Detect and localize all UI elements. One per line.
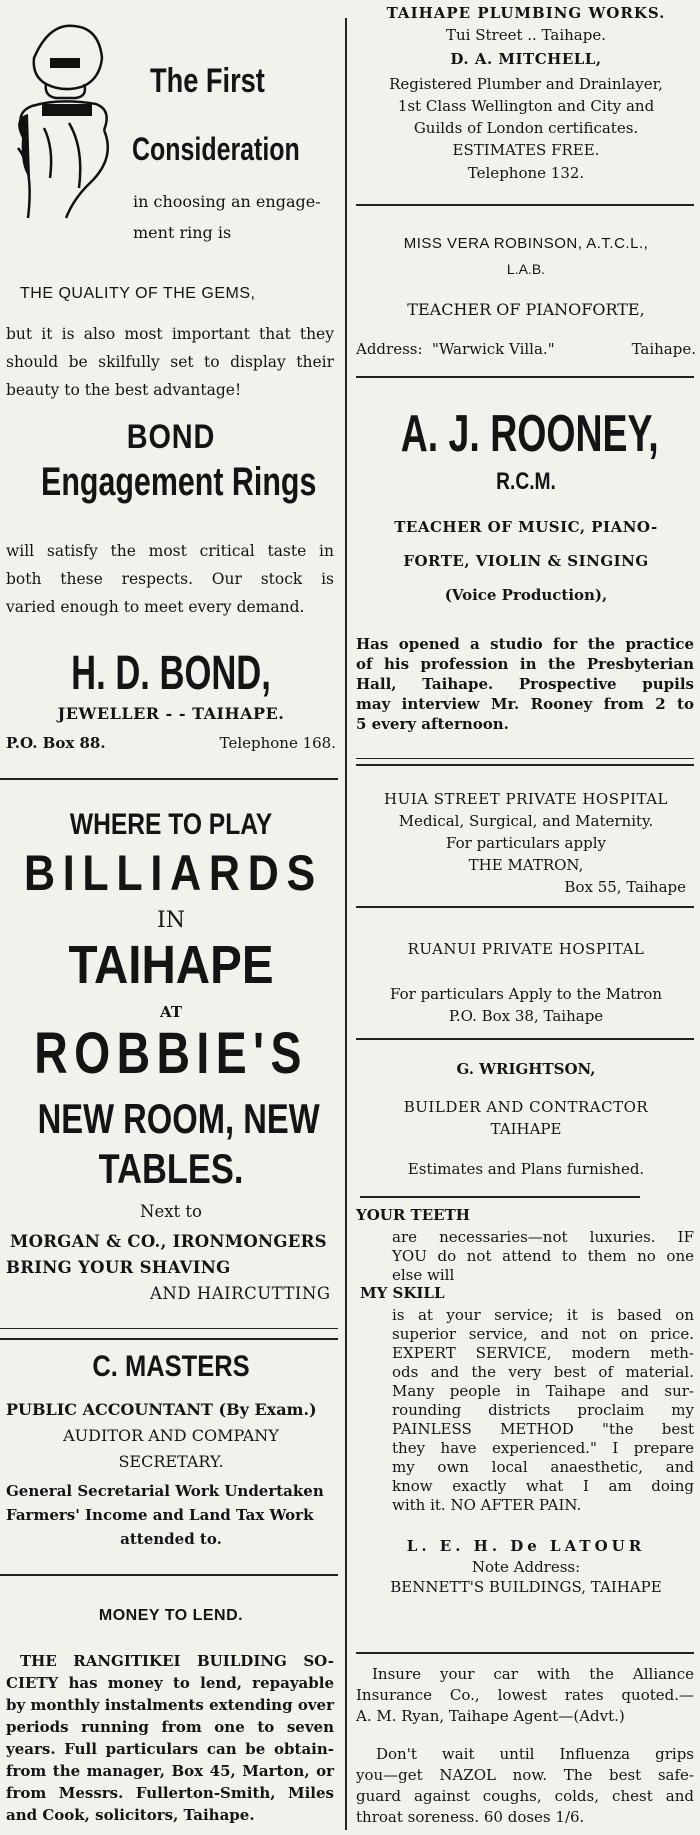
- and-line: AND HAIRCUTTING: [150, 1284, 331, 1303]
- masters-line-6: attended to.: [120, 1530, 222, 1548]
- huia-line-1: Medical, Surgical, and Maternity.: [398, 812, 654, 830]
- bond-paragraph-1: [6, 320, 334, 404]
- text-line: my own local anaesthetic, and: [392, 1458, 694, 1476]
- quality-line: THE QUALITY OF THE GEMS,: [20, 285, 256, 302]
- rooney-line-1: TEACHER OF MUSIC, PIANO-: [394, 518, 658, 536]
- masters-advertisement: [0, 1340, 342, 1570]
- ruanui-title: RUANUI PRIVATE HOSPITAL: [407, 940, 645, 958]
- dentist-address: BENNETT'S BUILDINGS, TAIHAPE: [390, 1578, 662, 1596]
- text-line: Don't wait until Influenza grips: [376, 1745, 694, 1763]
- text-line: THE RANGITIKEI BUILDING SO-: [20, 1652, 334, 1670]
- wrightson-line-2: TAIHAPE: [490, 1120, 562, 1138]
- plumbing-street: Tui Street .. Taihape.: [446, 26, 606, 44]
- text-line: rounding districts proclaim my: [392, 1401, 694, 1419]
- text-line: but it is also most important that they: [6, 325, 334, 343]
- text-line: PAINLESS METHOD "the best: [392, 1420, 694, 1438]
- product-engagement-rings: Engagement Rings: [41, 460, 317, 504]
- text-line: ods and the very best of material.: [392, 1363, 694, 1381]
- dentist-advertisement: [352, 1198, 700, 1638]
- billiards-advertisement: [0, 780, 342, 1340]
- masters-name: C. MASTERS: [92, 1350, 250, 1383]
- dentist-text-2: [392, 1306, 694, 1515]
- money-advertisement: [0, 1576, 342, 1835]
- hand-with-ring-illustration: [4, 18, 124, 223]
- store-line: MORGAN & CO., IRONMONGERS: [10, 1232, 327, 1251]
- huia-line-3: THE MATRON,: [468, 856, 584, 874]
- text-line: from the manager, Box 45, Marton, or: [6, 1762, 334, 1780]
- rooney-line-3: (Voice Production),: [444, 586, 608, 604]
- text-line: is at your service; it is based on: [392, 1306, 694, 1324]
- masters-line-4: General Secretarial Work Undertaken: [6, 1482, 324, 1500]
- huia-line-4: Box 55, Taihape: [564, 878, 686, 896]
- plumbing-line-2: 1st Class Wellington and City and: [397, 97, 655, 115]
- wrightson-advertisement: [352, 1040, 700, 1190]
- insurance-text: [356, 1664, 694, 1727]
- masters-line-3: SECRETARY.: [118, 1452, 224, 1471]
- robinson-advertisement: [352, 206, 700, 376]
- text-line: periods running from one to seven: [6, 1718, 334, 1736]
- jeweller-name: H. D. BOND,: [71, 647, 271, 700]
- wrightson-line-1: BUILDER AND CONTRACTOR: [403, 1098, 649, 1116]
- text-line: know exactly what I am doing: [392, 1477, 694, 1495]
- text-line: Many people in Taihape and sur-: [392, 1382, 694, 1400]
- dentist-text-1: [392, 1228, 694, 1285]
- text-line: they have experienced." I prepare: [392, 1439, 694, 1457]
- wrightson-name: G. WRIGHTSON,: [456, 1060, 596, 1078]
- robinson-letters: L.A.B.: [506, 261, 546, 277]
- text-line: YOU do not attend to them no one: [392, 1247, 694, 1265]
- wrightson-line-3: Estimates and Plans furnished.: [407, 1160, 645, 1178]
- plumbing-line-4: ESTIMATES FREE.: [452, 141, 600, 159]
- bond-paragraph-2: [6, 537, 334, 621]
- billiards-line-3: IN: [157, 908, 185, 933]
- brand-bond: BOND: [126, 418, 216, 456]
- text-line: by monthly instalments extending over: [6, 1696, 334, 1714]
- text-line: with it.: [392, 1496, 446, 1514]
- text-line: guard against coughs, colds, chest and: [356, 1787, 694, 1805]
- robinson-address: "Warwick Villa.": [432, 340, 555, 358]
- billiards-line-4: TAIHAPE: [68, 935, 274, 995]
- left-column: [0, 0, 342, 1835]
- text-line: from Messrs. Fullerton-Smith, Miles: [6, 1784, 334, 1802]
- intro-line-1: in choosing an engage-: [133, 192, 321, 211]
- text-line: of his profession in the Presbyterian: [356, 655, 694, 673]
- money-title: MONEY TO LEND.: [98, 1607, 244, 1624]
- plumbing-line-1: Registered Plumber and Drainlayer,: [389, 75, 663, 93]
- text-line: beauty to the best advantage!: [6, 381, 242, 399]
- jeweller-title: JEWELLER - - TAIHAPE.: [57, 704, 285, 723]
- insurance-notice: [352, 1654, 700, 1734]
- masters-line-2: AUDITOR AND COMPANY: [63, 1426, 279, 1445]
- next-to: Next to: [140, 1202, 202, 1221]
- text-line: 5 every afternoon.: [356, 715, 509, 733]
- text-line: Insurance Co., lowest rates quoted.—: [356, 1686, 694, 1704]
- billiards-line-5: AT: [160, 1003, 182, 1021]
- plumbing-line-3: Guilds of London certificates.: [413, 119, 639, 137]
- rooney-letters: R.C.M.: [496, 468, 556, 495]
- text-line: CIETY has money to lend, repayable: [6, 1674, 334, 1692]
- plumber-name: D. A. MITCHELL,: [450, 50, 602, 68]
- rooney-paragraph: [356, 634, 694, 734]
- text-line: A. M. Ryan, Taihape Agent—(Advt.): [356, 1707, 625, 1725]
- rooney-name: A. J. ROONEY,: [400, 405, 659, 463]
- text-line: throat soreness. 60 doses 1/6.: [356, 1808, 585, 1826]
- headline-consideration: Consideration: [132, 131, 300, 167]
- ruanui-advertisement: [352, 908, 700, 1038]
- huia-title: HUIA STREET PRIVATE HOSPITAL: [383, 790, 668, 808]
- nazol-notice: [352, 1744, 700, 1835]
- text-line: and Cook, solicitors, Taihape.: [6, 1806, 255, 1824]
- text-line: varied enough to meet every demand.: [6, 598, 305, 616]
- text-line: should be skilfully set to display their: [6, 353, 334, 371]
- right-column: [352, 0, 700, 1835]
- telephone: Telephone 168.: [219, 734, 336, 752]
- divider: [0, 1328, 338, 1329]
- money-body: [6, 1650, 334, 1826]
- headline-first: The First: [150, 62, 265, 100]
- nazol-text: [356, 1744, 694, 1828]
- divider: [356, 758, 694, 759]
- text-line: EXPERT SERVICE, modern meth-: [392, 1344, 694, 1362]
- text-line: Insure your car with the Alliance: [372, 1665, 694, 1683]
- ruanui-line-2: P.O. Box 38, Taihape: [448, 1007, 604, 1025]
- billiards-line-8: TABLES.: [98, 1145, 244, 1192]
- robinson-address-label: Address:: [356, 340, 423, 358]
- rooney-line-2: FORTE, VIOLIN & SINGING: [403, 552, 649, 570]
- dentist-head-1: YOUR TEETH: [356, 1206, 470, 1224]
- plumbing-advertisement: [352, 0, 700, 195]
- text-line: Hall, Taihape. Prospective pupils: [356, 675, 694, 693]
- bond-advertisement: [0, 0, 342, 770]
- text-line: Has opened a studio for the practice: [356, 635, 694, 653]
- text-line: both these respects. Our stock is: [6, 570, 334, 588]
- text-line: you—get NAZOL now. The best safe-: [356, 1766, 694, 1784]
- text-line: superior service, and not on price.: [392, 1325, 694, 1343]
- plumbing-title: TAIHAPE PLUMBING WORKS.: [386, 4, 666, 22]
- billiards-line-1: WHERE TO PLAY: [69, 808, 273, 841]
- dentist-head-2: MY SKILL: [360, 1284, 445, 1302]
- column-divider: [345, 18, 347, 1830]
- text-line: may interview Mr. Rooney from 2 to: [356, 695, 694, 713]
- masters-line-5: Farmers' Income and Land Tax Work: [6, 1506, 314, 1524]
- masters-line-1: PUBLIC ACCOUNTANT (By Exam.): [6, 1400, 317, 1419]
- text-line: years. Full particulars can be obtain-: [6, 1740, 334, 1758]
- rooney-advertisement: [352, 378, 700, 758]
- billiards-line-6: ROBBIE'S: [34, 1021, 308, 1086]
- robinson-role: TEACHER OF PIANOFORTE,: [407, 300, 645, 319]
- billiards-line-7: NEW ROOM, NEW: [37, 1095, 320, 1142]
- huia-line-2: For particulars apply: [446, 834, 606, 852]
- text-line: NO AFTER PAIN.: [450, 1496, 582, 1514]
- ruanui-line-1: For particulars Apply to the Matron: [390, 985, 662, 1003]
- bring-line: BRING YOUR SHAVING: [6, 1258, 231, 1277]
- dentist-note: Note Address:: [471, 1558, 581, 1576]
- text-line: will satisfy the most critical taste in: [6, 542, 334, 560]
- billiards-line-2: BILLIARDS: [23, 845, 323, 901]
- robinson-town: Taihape.: [631, 340, 696, 358]
- dentist-signature: L. E. H. De LATOUR: [406, 1537, 646, 1555]
- po-box: P.O. Box 88.: [6, 734, 106, 752]
- huia-advertisement: [352, 766, 700, 906]
- text-line: else will: [392, 1266, 455, 1284]
- text-line: are necessaries—not luxuries. IF: [392, 1228, 694, 1246]
- robinson-name: MISS VERA ROBINSON, A.T.C.L.,: [403, 235, 649, 252]
- intro-line-2: ment ring is: [133, 223, 232, 242]
- plumbing-phone: Telephone 132.: [467, 164, 585, 182]
